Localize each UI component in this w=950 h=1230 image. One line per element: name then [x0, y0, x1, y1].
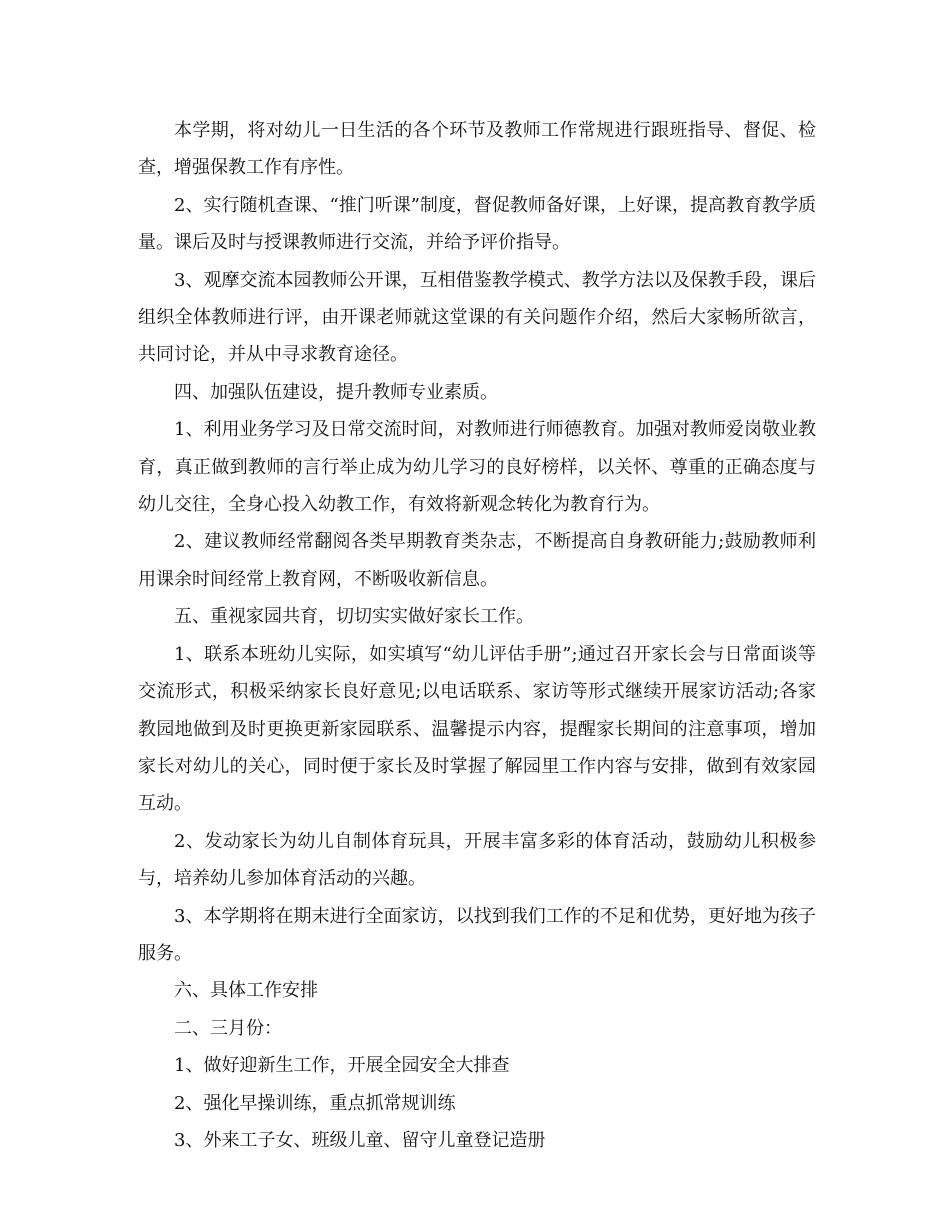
section-heading-work-schedule: 六、具体工作安排 [174, 980, 318, 1002]
paragraph-ethics-education: 1、利用业务学习及日常交流时间，对教师进行师德教育。加强对教师爱岗敬业教育，真正做到教师的言行举止成为幼儿学习的良好榜样，以关怀、尊重的正确态度与幼儿交往，全身心投入幼教工作，有效将新观念转化为教育行为。 [138, 419, 816, 516]
document-body [138, 112, 816, 1159]
paragraph-parent-communication: 1、联系本班幼儿实际，如实填写“幼儿评估手册”;通过召开家长会与日常面谈等交流形式，积极采纳家长良好意见;以电话联系、家访等形式继续开展家访活动;各家教园地做到及时更换更新家园联系、温馨提示内容，提醒家长期间的注意事项，增加家长对幼儿的关心，同时便于家长及时掌握了解园里工作内容与安排，做到有效家园互动。 [138, 643, 816, 815]
paragraph-inspection: 本学期，将对幼儿一日生活的各个环节及教师工作常规进行跟班指导、督促、检查，增强保教工作有序性。 [138, 120, 816, 179]
paragraph-home-visits: 3、本学期将在期末进行全面家访，以找到我们工作的不足和优势，更好地为孩子服务。 [138, 905, 816, 964]
section-heading-home-school: 五、重视家园共育，切切实实做好家长工作。 [174, 606, 534, 628]
schedule-item-morning-exercise: 2、强化早操训练，重点抓常规训练 [174, 1092, 456, 1114]
schedule-month-heading: 二、三月份： [174, 1017, 282, 1039]
paragraph-open-class-observation: 3、观摩交流本园教师公开课，互相借鉴教学模式、教学方法以及保教手段，课后组织全体教师进行评，由开课老师就这堂课的有关问题作介绍，然后大家畅所欲言，共同讨论，并从中寻求教育途径。 [138, 269, 816, 366]
section-heading-team-building: 四、加强队伍建设，提升教师专业素质。 [174, 381, 498, 403]
paragraph-random-class-check: 2、实行随机查课、“推门听课”制度，督促教师备好课，上好课，提高教育教学质量。课后及时与授课教师进行交流，并给予评价指导。 [138, 194, 816, 254]
paragraph-reading-and-research: 2、建议教师经常翻阅各类早期教育类杂志，不断提高自身教研能力;鼓励教师利用课余时间经常上教育网，不断吸收新信息。 [138, 531, 816, 590]
paragraph-sports-activities: 2、发动家长为幼儿自制体育玩具，开展丰富多彩的体育活动，鼓励幼儿积极参与，培养幼儿参加体育活动的兴趣。 [138, 830, 816, 890]
schedule-item-new-students: 1、做好迎新生工作，开展全园安全大排查 [174, 1055, 510, 1077]
schedule-item-registration: 3、外来工子女、班级儿童、留守儿童登记造册 [174, 1129, 546, 1151]
